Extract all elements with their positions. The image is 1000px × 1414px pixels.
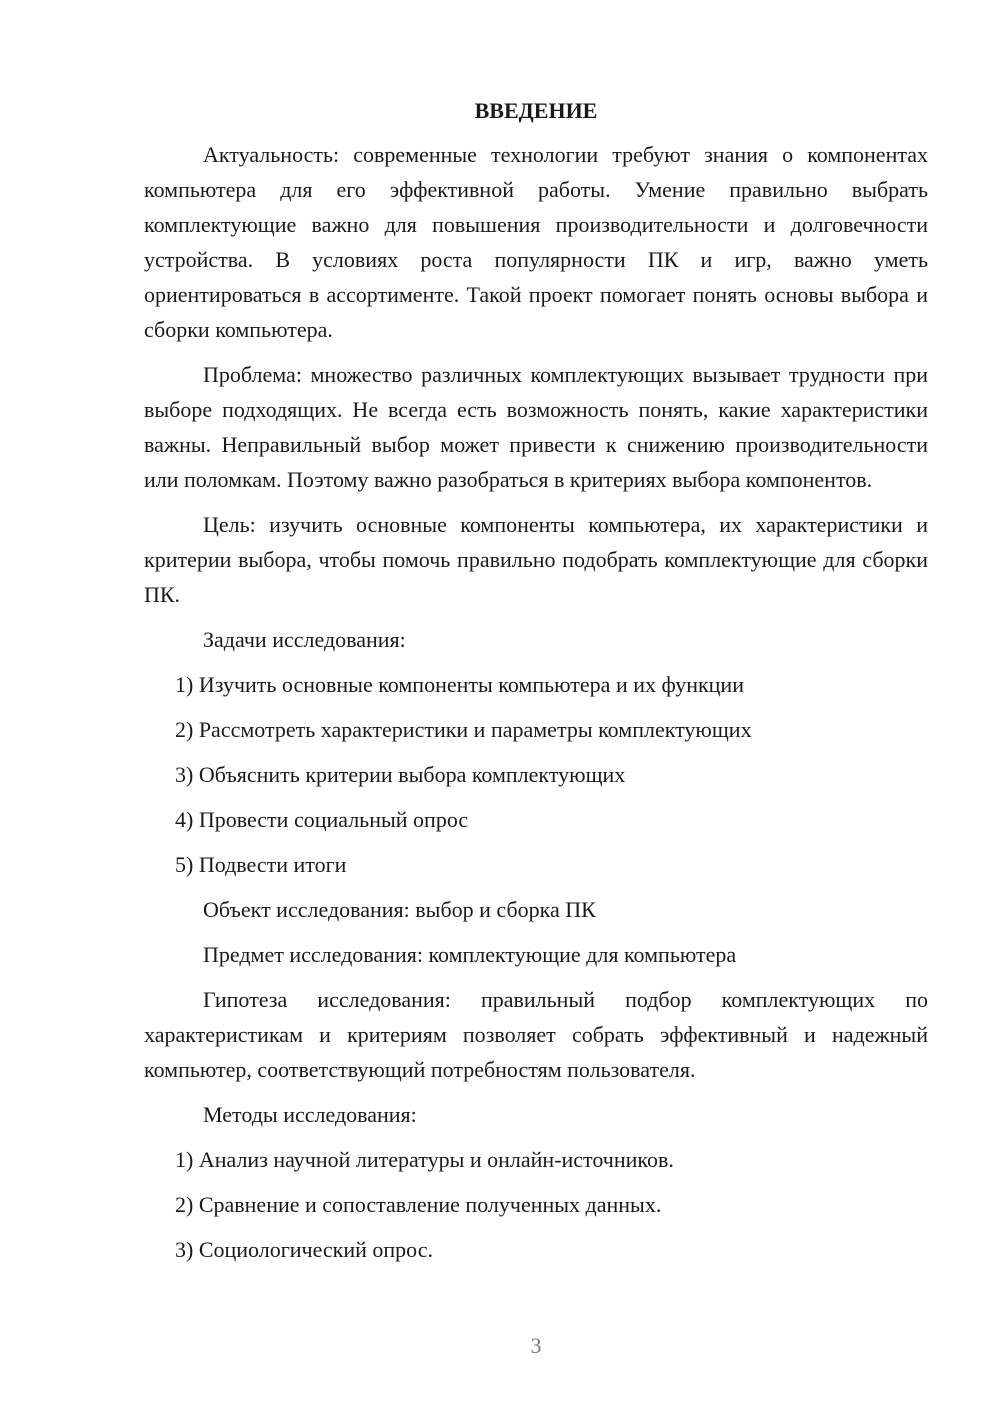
list-item: 3) Социологический опрос. bbox=[175, 1237, 433, 1262]
paragraph-relevance: Актуальность: современные технологии требуют знания о компонентах компьютера для его эффективной работы. Умение правильно выбрать комплектующие важно для повышения производительности и долговечности устройства. В условиях роста популярности ПК и игр, важно уметь ориентироваться в ассортименте. Такой проект помогает понять основы выбора и сборки компьютера. bbox=[144, 142, 928, 342]
research-subject: Предмет исследования: комплектующие для компьютера bbox=[203, 942, 737, 967]
paragraph-hypothesis: Гипотеза исследования: правильный подбор комплектующих по характеристикам и критериям позволяет собрать эффективный и надежный компьютер, соответствующий потребностям пользователя. bbox=[144, 987, 928, 1082]
tasks-list bbox=[144, 667, 928, 882]
list-item: 1) Анализ научной литературы и онлайн-источников. bbox=[175, 1147, 674, 1172]
list-item: 5) Подвести итоги bbox=[175, 852, 347, 877]
research-object: Объект исследования: выбор и сборка ПК bbox=[203, 897, 596, 922]
section-title: ВВЕДЕНИЕ bbox=[474, 98, 598, 123]
methods-label: Методы исследования: bbox=[203, 1102, 417, 1127]
list-item: 1) Изучить основные компоненты компьютера и их функции bbox=[175, 672, 744, 697]
list-item: 2) Сравнение и сопоставление полученных данных. bbox=[175, 1192, 662, 1217]
methods-list bbox=[144, 1142, 928, 1267]
page-content bbox=[144, 95, 928, 1277]
page-number: 3 bbox=[530, 1333, 542, 1358]
list-item: 2) Рассмотреть характеристики и параметры комплектующих bbox=[175, 717, 752, 742]
tasks-label: Задачи исследования: bbox=[203, 627, 406, 652]
list-item: 4) Провести социальный опрос bbox=[175, 807, 469, 832]
paragraph-problem: Проблема: множество различных комплектующих вызывает трудности при выборе подходящих. Не всегда есть возможность понять, какие характеристики важны. Неправильный выбор может привести к снижению производительности или поломкам. Поэтому важно разобраться в критериях выбора компонентов. bbox=[144, 362, 928, 492]
list-item: 3) Объяснить критерии выбора комплектующих bbox=[175, 762, 626, 787]
paragraph-goal: Цель: изучить основные компоненты компьютера, их характеристики и критерии выбора, чтобы помочь правильно подобрать комплектующие для сборки ПК. bbox=[144, 512, 928, 607]
